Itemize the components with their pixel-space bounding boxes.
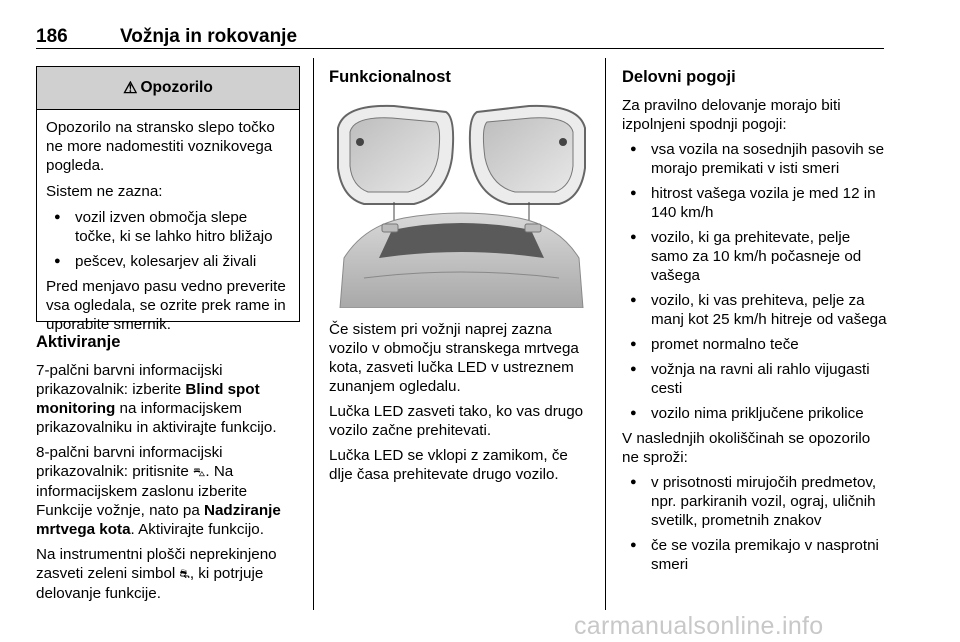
functionality-heading-block (329, 68, 591, 96)
activation-paragraph-2: 8-palčni barvni informacijski prikazovalnik: pritisnite ⛍. Na informacijskem zaslonu izberite Funkcije vožnje, nato pa Nadziranje mrtvega kota. Aktivirajte funkcijo. (36, 444, 281, 538)
list-item: ● promet normalno teče (622, 335, 888, 354)
warning-body (37, 110, 299, 334)
functionality-paragraph-2: Lučka LED zasveti tako, ko vas drugo vozilo začne prehitevati. (329, 403, 584, 439)
list-item: ● vsa vozila na sosednjih pasovih se morajo premikati v isti smeri (622, 140, 888, 178)
activation-paragraph-1: 7-palčni barvni informacijski prikazovalnik: izberite Blind spot monitoring na informacijskem prikazovalniku in aktivirajte funkcijo. (36, 362, 277, 436)
column-divider-2 (605, 58, 606, 610)
list-item: ● vozilo nima priključene prikolice (622, 404, 888, 423)
list-item: ● v prisotnosti mirujočih predmetov, npr. parkiranih vozil, ograj, uličnih svetilk, prometnih znakov (622, 473, 888, 530)
activation-paragraph-3: Na instrumentni plošči neprekinjeno zasveti zeleni simbol ⛐, ki potrjuje delovanje funkcije. (36, 546, 277, 602)
column-divider-1 (313, 58, 314, 610)
list-item: ● vozil izven območja slepe točke, ki se lahko hitro bližajo (46, 208, 290, 246)
left-led-icon (356, 138, 364, 146)
conditions-paragraph-2: V naslednjih okoliščinah se opozorilo ne sproži: (622, 430, 871, 466)
warning-list (46, 208, 290, 271)
functionality-paragraph-3: Lučka LED se vklopi z zamikom, če dlje časa prehitevate drugo vozilo. (329, 447, 568, 483)
conditions-heading: Delovni pogoji (622, 68, 736, 86)
activation-section (36, 333, 298, 609)
page-header (36, 26, 884, 49)
warning-text-1: Opozorilo na stransko slepo točko ne more nadomestiti voznikovega pogleda. (46, 119, 275, 174)
list-item: ● hitrost vašega vozila je med 12 in 140 km/h (622, 184, 888, 222)
blind-spot-symbol-icon: ⛐ (179, 567, 190, 581)
page-title: Vožnja in rokovanje (120, 26, 298, 47)
warning-header (37, 67, 299, 110)
list-item: ● pešcev, kolesarjev ali živali (46, 252, 290, 271)
right-led-icon (559, 138, 567, 146)
mirror-led-illustration (334, 98, 589, 308)
functionality-paragraph-1: Če sistem pri vožnji naprej zazna vozilo v območju stranskega mrtvega kota, zasveti lučka LED v ustreznem zunanjem ogledalu. (329, 321, 579, 395)
warning-text-2: Sistem ne zazna: (46, 183, 163, 200)
list-item: ● vozilo, ki vas prehiteva, pelje za manj kot 25 km/h hitreje od vašega (622, 291, 888, 329)
list-item: ● vozilo, ki ga prehitevate, pelje samo za 10 km/h počasneje od vašega (622, 228, 888, 285)
conditions-list (622, 140, 888, 423)
list-item: ● če se vozila premikajo v nasprotni smeri (622, 536, 888, 574)
no-warning-list (622, 473, 888, 574)
warning-box (36, 66, 300, 333)
warning-icon: ⚠ (123, 80, 138, 97)
functionality-heading: Funkcionalnost (329, 68, 451, 86)
conditions-intro: Za pravilno delovanje morajo biti izpolnjeni spodnji pogoji: (622, 97, 841, 133)
functionality-section (329, 320, 591, 490)
watermark: carmanualsonline.info (574, 612, 824, 640)
conditions-section (622, 68, 888, 580)
activation-heading: Aktiviranje (36, 333, 121, 351)
display-icon: ⛍ (193, 465, 206, 479)
list-item: ● vožnja na ravni ali rahlo vijugasti cesti (622, 360, 888, 398)
page-number: 186 (36, 26, 68, 47)
warning-text-3: Pred menjavo pasu vedno preverite vsa ogledala, se ozrite prek rame in uporabite smernik. (46, 278, 286, 333)
warning-title: Opozorilo (140, 79, 213, 96)
